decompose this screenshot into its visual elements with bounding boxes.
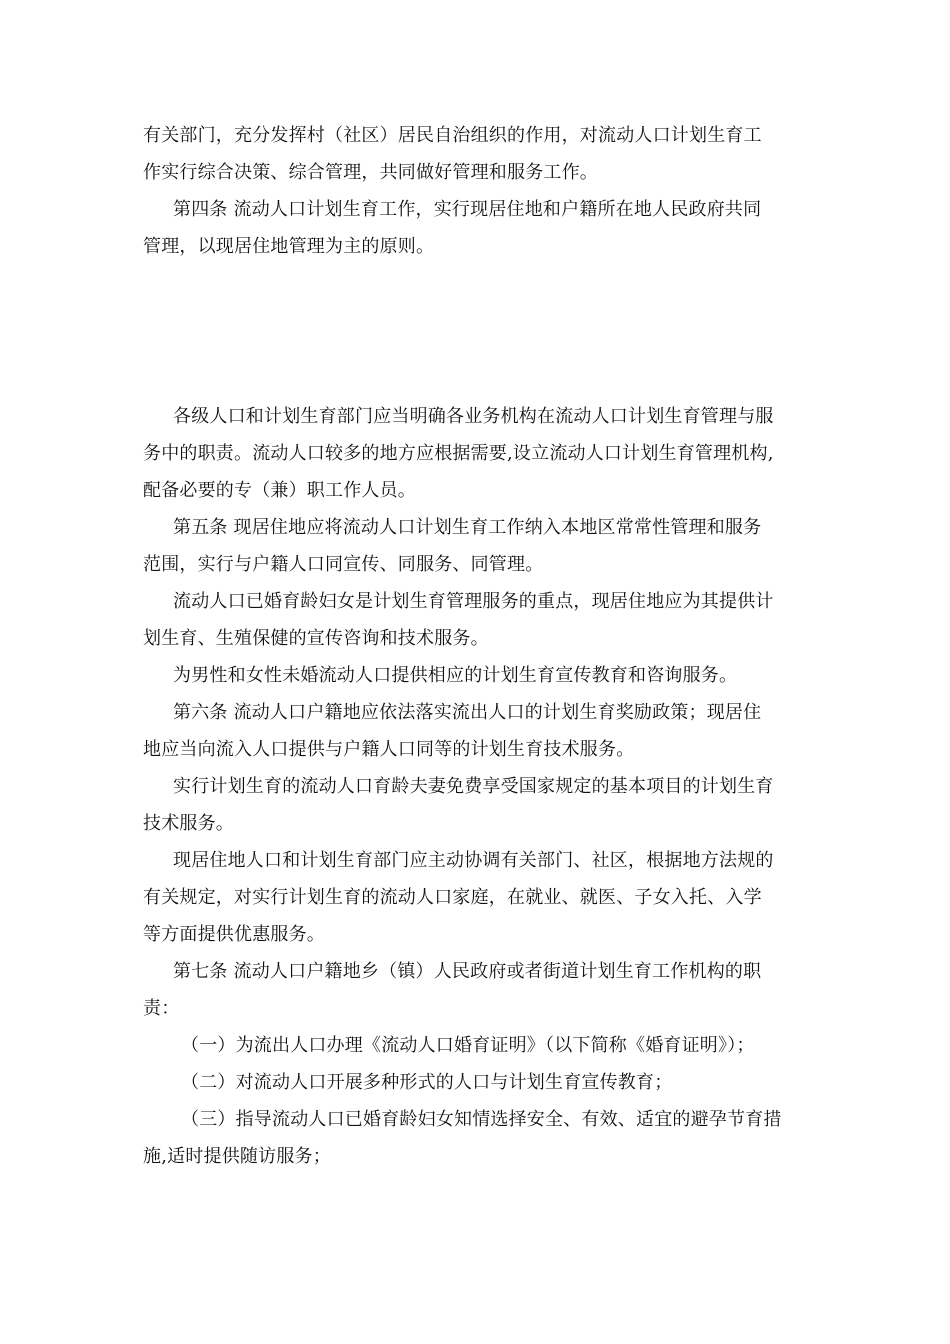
text-line: 划生育、生殖保健的宣传咨询和技术服务。 [143,628,489,649]
text-line: 务中的职责。流动人口较多的地方应根据需要,设立流动人口计划生育管理机构, [143,443,774,464]
text-line: 等方面提供优惠服务。 [143,924,325,945]
text-line: 各级人口和计划生育部门应当明确各业务机构在流动人口计划生育管理与服 [173,406,774,427]
paragraph [143,583,808,657]
text-line: 配备必要的专（兼）职工作人员。 [143,480,416,501]
paragraph [143,657,808,694]
text-line: 第六条 流动人口户籍地应依法落实流出人口的计划生育奖励政策；现居住 [173,702,762,723]
article-6-paragraph [143,694,808,768]
paragraph [143,842,808,953]
text-line: 责： [143,998,180,1019]
text-line: 有关部门，充分发挥村（社区）居民自治组织的作用，对流动人口计划生育工 [143,125,762,146]
text-line: 有关规定，对实行计划生育的流动人口家庭，在就业、就医、子女入托、入学 [143,887,762,908]
text-line: 范围，实行与户籍人口同宣传、同服务、同管理。 [143,554,544,575]
text-line: 为男性和女性未婚流动人口提供相应的计划生育宣传教育和咨询服务。 [173,665,738,686]
text-line: 第四条 流动人口计划生育工作，实行现居住地和户籍所在地人民政府共同 [173,199,762,220]
text-line: （三）指导流动人口已婚育龄妇女知情选择安全、有效、适宜的避孕节育措 [181,1109,782,1130]
text-line: 实行计划生育的流动人口育龄夫妻免费享受国家规定的基本项目的计划生育 [173,776,774,797]
text-line: 技术服务。 [143,813,234,834]
text-line: 流动人口已婚育龄妇女是计划生育管理服务的重点，现居住地应为其提供计 [173,591,774,612]
text-line: （二）对流动人口开展多种形式的人口与计划生育宣传教育； [181,1072,673,1093]
main-text-block [143,398,808,1175]
article-5-paragraph [143,509,808,583]
text-line: 管理，以现居住地管理为主的原则。 [143,236,435,257]
text-line: （一）为流出人口办理《流动人口婚育证明》（以下简称《婚育证明》）； [181,1035,755,1056]
text-line: 现居住地人口和计划生育部门应主动协调有关部门、社区，根据地方法规的 [173,850,774,871]
paragraph [143,768,808,842]
text-line: 作实行综合决策、综合管理，共同做好管理和服务工作。 [143,162,598,183]
text-line: 施,适时提供随访服务； [143,1146,331,1167]
text-line: 第五条 现居住地应将流动人口计划生育工作纳入本地区常常性管理和服务 [173,517,762,538]
article-4-paragraph [143,191,808,265]
text-line: 地应当向流入人口提供与户籍人口同等的计划生育技术服务。 [143,739,635,760]
list-item [143,1027,808,1064]
paragraph [143,398,808,509]
text-line: 第七条 流动人口户籍地乡（镇）人民政府或者街道计划生育工作机构的职 [173,961,762,982]
top-text-block [143,117,808,265]
list-item [143,1101,808,1175]
paragraph [143,117,808,191]
article-7-paragraph [143,953,808,1027]
list-item [143,1064,808,1101]
